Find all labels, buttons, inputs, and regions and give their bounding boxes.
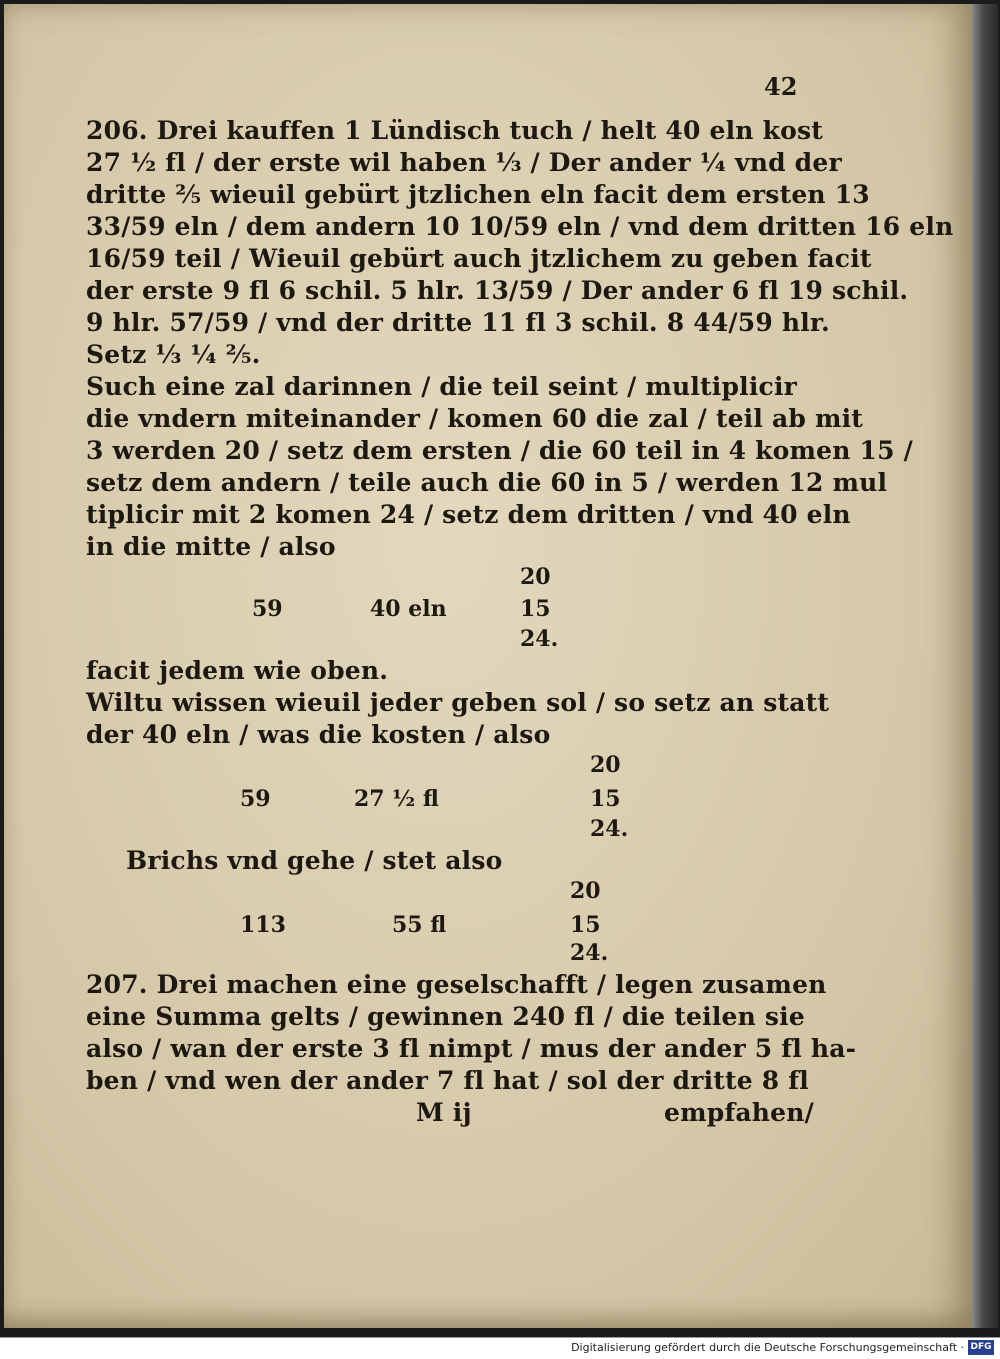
text-line: in die mitte / also — [86, 532, 336, 561]
signature-mark: M ij — [416, 1098, 472, 1127]
text-line: tiplicir mit 2 komen 24 / setz dem dritten / vnd 40 eln — [86, 500, 851, 529]
text-line: 27 ½ fl / der erste wil haben ⅓ / Der ander ¼ vnd der — [86, 148, 842, 177]
table2-right-mid: 15 — [590, 786, 621, 812]
text-line: 16/59 teil / Wieuil gebürt auch jtzlichem zu geben facit — [86, 244, 872, 273]
text-line: dritte ⅖ wieuil gebürt jtzlichen eln facit dem ersten 13 — [86, 180, 870, 209]
text-line: der erste 9 fl 6 schil. 5 hlr. 13/59 / Der ander 6 fl 19 schil. — [86, 276, 909, 305]
book-page — [4, 4, 972, 1328]
text-line: Such eine zal darinnen / die teil seint / multiplicir — [86, 372, 798, 401]
table2-left: 59 — [240, 786, 271, 812]
text-line: setz dem andern / teile auch die 60 in 5 / werden 12 mul — [86, 468, 888, 497]
text-line: Setz ⅓ ¼ ⅖. — [86, 340, 261, 369]
table1-right-top: 20 — [520, 564, 551, 590]
footer-bar — [0, 1337, 1000, 1359]
text-line: 9 hlr. 57/59 / vnd der dritte 11 fl 3 schil. 8 44/59 hlr. — [86, 308, 830, 337]
dfg-logo-icon: DFG — [968, 1340, 994, 1355]
text-line: ben / vnd wen der ander 7 fl hat / sol der dritte 8 fl — [86, 1066, 809, 1095]
text-line: der 40 eln / was die kosten / also — [86, 720, 551, 749]
scan-edge — [972, 4, 998, 1328]
table3-right-bottom: 24. — [570, 940, 609, 966]
text-line: 206. Drei kauffen 1 Lündisch tuch / helt 40 eln kost — [86, 116, 824, 145]
table3-middle: 55 fl — [392, 912, 447, 938]
text-line: facit jedem wie oben. — [86, 656, 389, 685]
table3-right-top: 20 — [570, 878, 601, 904]
text-line: 207. Drei machen eine geselschafft / legen zusamen — [86, 970, 827, 999]
table1-right-mid: 15 — [520, 596, 551, 622]
text-line: also / wan der erste 3 fl nimpt / mus der ander 5 fl ha- — [86, 1034, 857, 1063]
table3-left: 113 — [240, 912, 286, 938]
text-line: eine Summa gelts / gewinnen 240 fl / die teilen sie — [86, 1002, 805, 1031]
table1-middle: 40 eln — [370, 596, 447, 622]
text-line: Wiltu wissen wieuil jeder geben sol / so setz an statt — [86, 688, 830, 717]
text-line: Brichs vnd gehe / stet also — [126, 846, 503, 875]
text-line: 3 werden 20 / setz dem ersten / die 60 teil in 4 komen 15 / — [86, 436, 913, 465]
table2-middle: 27 ½ fl — [354, 786, 439, 812]
page-number: 42 — [764, 72, 798, 101]
text-line: 33/59 eln / dem andern 10 10/59 eln / vnd dem dritten 16 eln — [86, 212, 954, 241]
table1-right-bottom: 24. — [520, 626, 559, 652]
table2-right-top: 20 — [590, 752, 621, 778]
text-line: die vndern miteinander / komen 60 die zal / teil ab mit — [86, 404, 864, 433]
footer-credit: Digitalisierung gefördert durch die Deutsche Forschungsgemeinschaft · — [571, 1341, 964, 1354]
catchword: empfahen/ — [664, 1098, 814, 1127]
table3-right-mid: 15 — [570, 912, 601, 938]
table2-right-bottom: 24. — [590, 816, 629, 842]
table1-left: 59 — [252, 596, 283, 622]
